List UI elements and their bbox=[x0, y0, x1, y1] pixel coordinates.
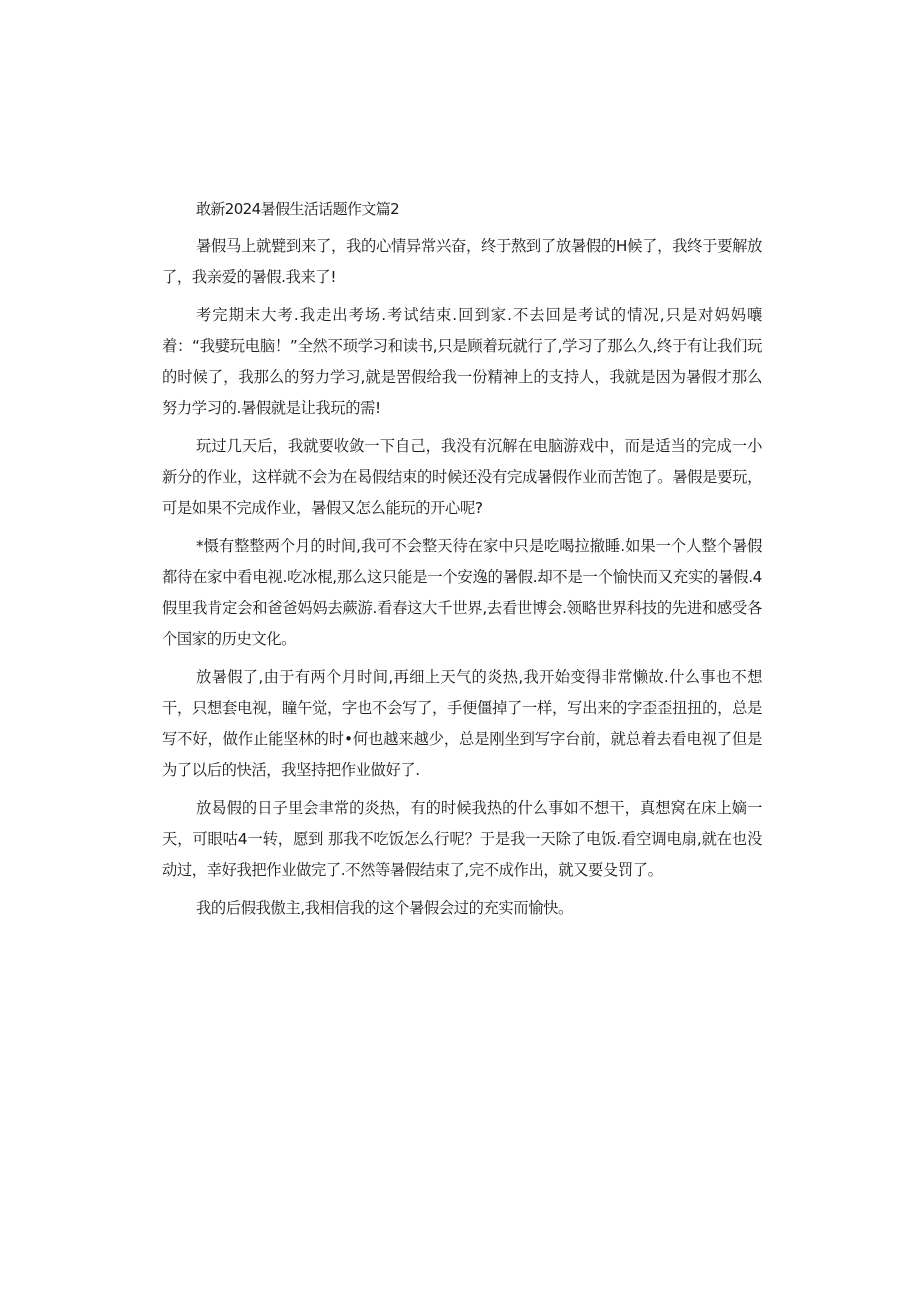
paragraph-3: 玩过几天后，我就要收敛一下自己，我没有沉解在电脑游戏中，而是适当的完成一小新分的作业，这样就不会为在曷假结束的时候还没有完成暑假作业而苦饱了。暑假是要玩，可是如果不完成作业，暑假又怎么能玩的开心呢? bbox=[162, 437, 762, 517]
paragraph-7: 我的后假我傲主,我相信我的这个暑假会过的充实而愉快。 bbox=[196, 899, 573, 917]
paragraph-1: 暑假马上就甓到来了，我的心情异常兴奋，终于熬到了放暑假的H候了，我终于要解放了，我亲爱的暑假.我来了! bbox=[162, 237, 762, 286]
paragraph-2: 考完期末大考.我走出考场.考试结束.回到家.不去回是考试的情况,只是对妈妈嚷着：“我嬖玩电脑！”全然不顼学习和读书,只是顾着玩就行了,学习了那么久,终于有让我们玩的时候了，我那么的努力学习,就是罟假给我一份精神上的支持人，我就是因为暑假才那么努力学习的.暑假就是让我玩的需! bbox=[162, 306, 762, 417]
document-page bbox=[162, 196, 762, 931]
paragraph-6: 放曷假的日子里会聿常的炎热，有的时候我热的什么事如不想干，真想窝在床上嫡一天，可眼咕4一转，愿到 那我不吃饭怎么行呢？于是我一天除了电饭.看空调电扇,就在也没动过，幸好我把作业做完了.不然等暑假结束了,完不成作出，就又要殳罚了。 bbox=[162, 799, 762, 879]
document-title: 敢新2024暑假生活话题作文篇2 bbox=[196, 200, 400, 218]
paragraph-5: 放暑假了,由于有两个月时间,再细上天气的炎热,我开始变得非常懒故.什么事也不想干，只想套电视，瞳午觉，字也不会写了，手便僵掉了一样，写出来的字歪歪扭扭的，总是写不好，做作止能坚林的时•何也越来越少，总是刚坐到写字台前，就总着去看电视了但是为了以后的快活，我坚持把作业做好了. bbox=[162, 668, 762, 779]
paragraph-4: *慑有整整两个月的时间,我可不会整天待在家中只是吃喝拉撤睡.如果一个人整个暑假都待在家中看电视.吃冰棍,那么这只能是一个安逸的暑假.却不是一个愉快而又充实的暑假.4假里我肯定会和爸爸妈妈去蕨游.看春这大千世界,去看世博会.领略世界科技的先进和感受各个国家的历史文化。 bbox=[162, 537, 762, 648]
